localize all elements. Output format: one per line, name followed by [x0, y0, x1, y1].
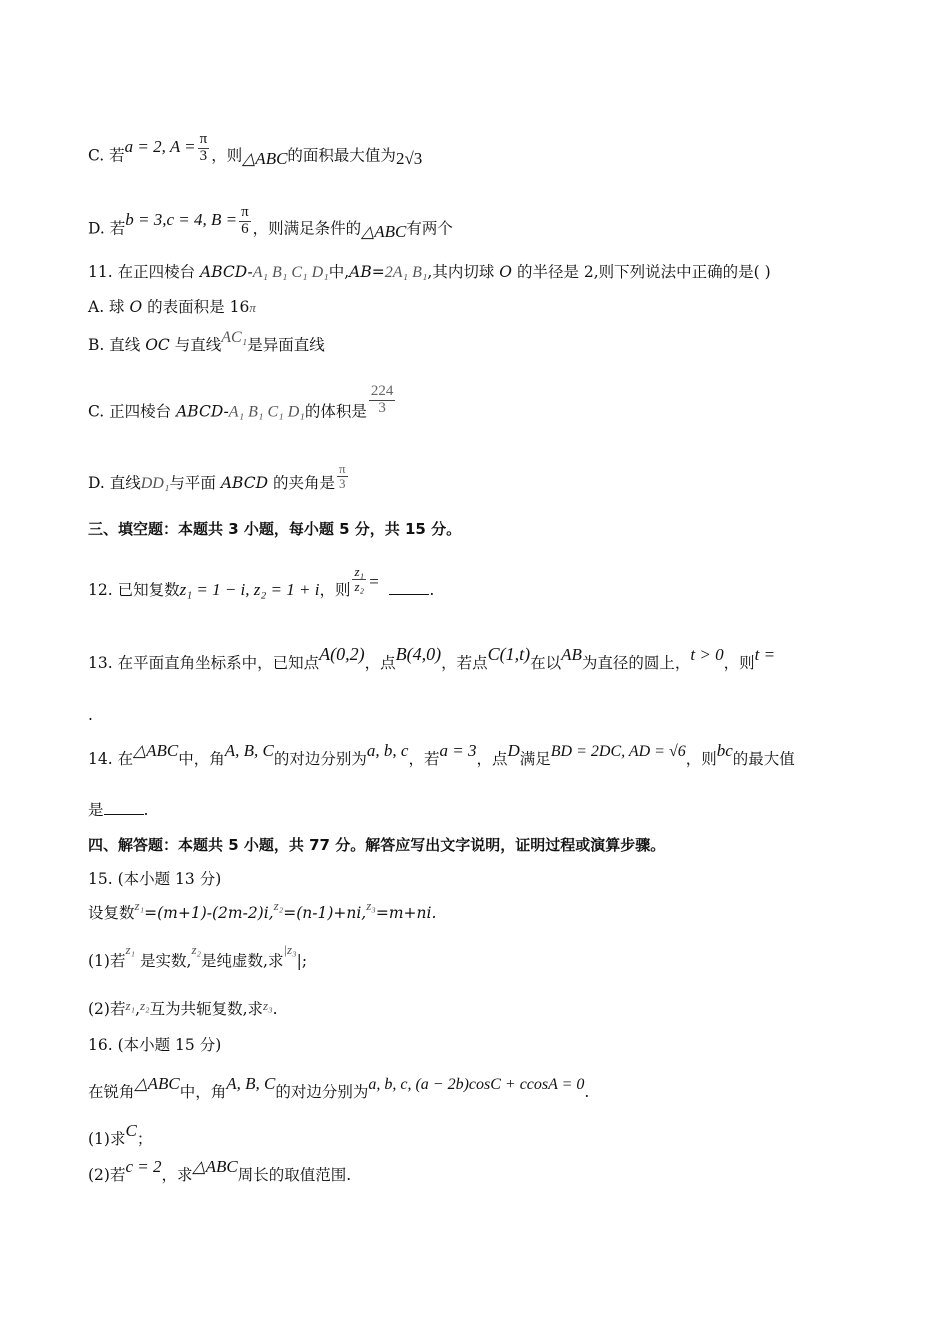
text-fragment: O — [129, 298, 143, 316]
text-fragment: 3 — [378, 399, 386, 416]
question-15-part2 — [88, 998, 278, 1021]
text-fragment: 的表面积是 16 — [147, 298, 250, 316]
option-d-q10 — [88, 204, 453, 246]
text-fragment: a, b, c, (a − 2b)cosC + ccosA = 0 — [368, 1076, 585, 1093]
text-fragment: B(4,0) — [395, 644, 442, 664]
text-fragment: ABCD — [220, 474, 269, 493]
text-fragment: 2√3 — [395, 149, 423, 169]
text-fragment: ，点 — [476, 750, 508, 768]
text-fragment: z₁ — [134, 898, 145, 913]
text-fragment: = — [368, 572, 380, 592]
option-c-q10 — [88, 131, 423, 173]
text-fragment: 2A₁ B₁ — [384, 264, 428, 281]
text-fragment: △ABC — [192, 1157, 238, 1176]
text-fragment: π — [338, 461, 346, 476]
text-fragment: z₂ — [273, 898, 284, 913]
text-fragment: ，则 — [211, 146, 243, 165]
text-fragment: △ABC — [242, 149, 288, 169]
text-fragment: ABCD- — [176, 402, 229, 421]
text-fragment: 与直线 — [174, 336, 222, 354]
text-fragment: z₁ — [354, 564, 365, 579]
text-fragment: 互为共轭复数,求 — [149, 1000, 264, 1018]
text-fragment: C. 正四棱台 — [88, 402, 172, 421]
text-fragment: C(1,t) — [487, 644, 531, 664]
text-fragment: |z₃ — [283, 942, 297, 957]
question-12 — [88, 564, 435, 605]
text-fragment: AB — [561, 645, 582, 664]
text-fragment: ABCD- — [200, 263, 253, 281]
text-fragment: t = — [754, 645, 776, 664]
text-fragment: D. 若 — [88, 219, 126, 238]
text-fragment: D. 直线 — [88, 474, 141, 493]
text-fragment: △ABC — [134, 1074, 180, 1093]
text-fragment: z₂ — [140, 998, 150, 1013]
question-13-end: . — [88, 706, 93, 724]
text-fragment: 的面积最大值为 — [287, 146, 396, 165]
section-4-heading: 四、解答题：本题共 5 小题，共 77 分。解答应写出文字说明，证明过程或演算步骤。 — [88, 836, 666, 854]
text-fragment: z₂ — [354, 578, 365, 594]
text-fragment: b = 3,c = 4, B = — [125, 210, 238, 230]
fraction-224-3 — [369, 384, 396, 417]
text-fragment: 与平面 — [169, 474, 216, 493]
text-fragment: 是实数, — [140, 952, 192, 970]
fraction-pi-6 — [239, 205, 251, 238]
text-fragment: 的夹角是 — [272, 474, 335, 493]
text-fragment: ； — [136, 1130, 153, 1148]
text-fragment: C — [125, 1121, 137, 1140]
question-15-header: 15. (本小题 13 分) — [88, 870, 222, 888]
text-fragment: A₁ B₁ C₁ D₁ — [252, 264, 329, 281]
text-fragment: 3 — [199, 147, 208, 164]
text-fragment: π — [249, 300, 256, 315]
text-fragment: a = 3 — [439, 741, 477, 760]
text-fragment: △ABC — [361, 222, 407, 242]
text-fragment: ，点 — [364, 654, 396, 672]
text-fragment: ，则 — [685, 750, 717, 768]
question-11 — [88, 261, 771, 284]
text-fragment: 中，角 — [178, 750, 225, 768]
question-15-stem — [88, 898, 437, 925]
text-fragment: ，则满足条件的 — [252, 219, 362, 238]
text-fragment: O — [499, 263, 513, 281]
question-14-end — [88, 799, 148, 821]
text-fragment: z₁ = 1 − i, z₂ = 1 + i — [179, 580, 320, 600]
text-fragment: . — [272, 1000, 278, 1018]
text-fragment: ，则 — [723, 654, 755, 672]
text-fragment: 中, — [328, 263, 350, 281]
text-fragment: A, B, C — [224, 741, 274, 760]
text-fragment: 为直径的圆上， — [581, 654, 691, 672]
text-fragment: DD₁ — [140, 475, 170, 493]
text-fragment: =m+ni. — [375, 904, 437, 922]
text-fragment: A₁ B₁ C₁ D₁ — [228, 403, 305, 421]
text-fragment: ，若点 — [441, 654, 488, 672]
text-fragment: 的最大值 — [732, 750, 795, 768]
text-fragment: =(m+1)-(2m-2)i, — [144, 904, 274, 922]
answer-blank[interactable] — [389, 580, 429, 595]
question-13 — [88, 644, 776, 674]
text-fragment: 在以 — [530, 654, 562, 672]
text-fragment: c = 2 — [125, 1157, 162, 1176]
text-fragment: =(n-1)+ni, — [283, 904, 367, 922]
text-fragment: △ABC — [133, 741, 179, 760]
text-fragment: π — [199, 131, 208, 147]
text-fragment: ,其内切球 — [427, 263, 495, 281]
text-fragment: ，求 — [161, 1166, 193, 1184]
text-fragment: 周长的取值范围. — [237, 1166, 352, 1184]
text-fragment: . — [584, 1083, 590, 1101]
text-fragment: 13. 在平面直角坐标系中，已知点 — [88, 654, 320, 672]
option-c-q11 — [88, 383, 397, 429]
text-fragment: π — [241, 204, 249, 220]
option-b-q11 — [88, 329, 325, 357]
text-fragment: (1)若 — [88, 952, 126, 970]
text-fragment: ，若 — [408, 750, 440, 768]
question-15-part1 — [88, 942, 308, 973]
text-fragment: 是 — [88, 801, 104, 819]
text-fragment: C. 若 — [88, 146, 125, 165]
text-fragment: 的对边分别为 — [275, 1083, 369, 1101]
option-a-q11 — [88, 296, 256, 319]
text-fragment: 224 — [370, 383, 394, 399]
text-fragment: 3 — [339, 475, 346, 491]
text-fragment: 的对边分别为 — [273, 750, 367, 768]
text-fragment: bc — [716, 741, 733, 760]
text-fragment: D — [507, 741, 520, 760]
text-fragment: A, B, C — [226, 1074, 276, 1093]
text-fragment: 6 — [241, 220, 249, 237]
text-fragment: 14. 在 — [88, 750, 134, 768]
text-fragment: B. 直线 — [88, 336, 141, 354]
text-fragment: (1)求 — [88, 1130, 126, 1148]
answer-blank[interactable] — [104, 800, 144, 815]
text-fragment: 中，角 — [179, 1083, 227, 1101]
text-fragment: . — [143, 801, 149, 819]
question-16-part1 — [88, 1121, 153, 1150]
text-fragment: BD = 2DC, AD = √6 — [550, 743, 686, 760]
text-fragment: z₂ — [191, 942, 202, 957]
text-fragment: 12. 已知复数 — [88, 581, 180, 600]
text-fragment: a, b, c — [366, 741, 409, 760]
text-fragment: a = 2, A = — [124, 137, 196, 157]
text-fragment: z₁ — [125, 942, 136, 957]
text-fragment: ，则 — [319, 581, 351, 600]
text-fragment: 在锐角 — [88, 1083, 135, 1101]
text-fragment: AC₁ — [221, 329, 248, 346]
text-fragment: (2)若 — [88, 1166, 126, 1184]
text-fragment: 满足 — [519, 750, 551, 768]
text-fragment: 是异面直线 — [247, 336, 325, 354]
fraction-pi-3-b — [337, 462, 348, 490]
fraction-pi-3 — [198, 132, 210, 165]
text-fragment: 的半径是 2,则下列说法中正确的是( ) — [516, 263, 771, 281]
question-16-part2 — [88, 1157, 352, 1186]
text-fragment: z₃ — [366, 898, 376, 913]
text-fragment: 11. 在正四棱台 — [88, 263, 196, 281]
text-fragment: 的体积是 — [304, 402, 367, 421]
option-d-q11 — [88, 461, 350, 498]
text-fragment: A. 球 — [88, 298, 125, 316]
text-fragment: (2)若 — [88, 1000, 126, 1018]
text-fragment: 设复数 — [88, 904, 135, 922]
fraction-z1-z2 — [352, 565, 366, 593]
question-14 — [88, 741, 795, 771]
text-fragment: . — [429, 581, 435, 600]
text-fragment: 有两个 — [406, 219, 453, 238]
text-fragment: OC — [145, 336, 170, 354]
section-3-heading: 三、填空题：本题共 3 小题，每小题 5 分，共 15 分。 — [88, 520, 462, 538]
question-16-stem — [88, 1074, 590, 1104]
text-fragment: , — [135, 1000, 140, 1018]
question-16-header: 16. (本小题 15 分) — [88, 1036, 222, 1054]
text-fragment: z₁ — [125, 998, 136, 1013]
text-fragment: |; — [296, 952, 308, 970]
text-fragment: 是纯虚数,求 — [201, 952, 284, 970]
text-fragment: t > 0 — [690, 645, 724, 664]
text-fragment: A(0,2) — [319, 644, 365, 664]
text-fragment: AB= — [349, 263, 385, 281]
text-fragment: z₃ — [263, 998, 273, 1013]
